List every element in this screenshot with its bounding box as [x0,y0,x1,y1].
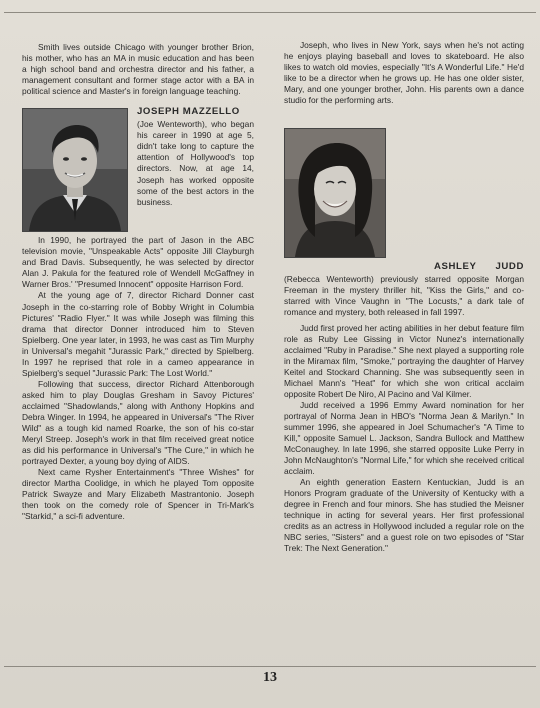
joseph-mazzello-name: JOSEPH MAZZELLO [137,106,240,118]
right-column [284,40,524,555]
woman-portrait-icon [285,129,385,257]
ashley-bio-lead: (Rebecca Wenteworth) previously starred opposite Morgan Freeman in the mystery thriller hit, "Kiss the Girls," and co-starred with Vince Vaughn in "The Locusts," a dark tale of romance and mystery, both released in fall 1997. [284,274,524,318]
ashley-judd-bio [284,114,524,318]
page-number: 13 [263,670,277,685]
joseph-paragraph-2: At the young age of 7, director Richard Donner cast Joseph in the co-starring role of Bobby Wright in Columbia Pictures' "Radio Flyer." It was while Joseph was filming this drama that director Donner introduced him to Steven Spielberg. One year later, in 1993, he was cast as Tim Murphy in Universal's megahit "Jurassic Park," directed by Spielberg. In 1997 he reprised that role in a cameo appearance in Spielberg's sequel "Jurassic Park: The Lost World." [22,290,254,378]
joseph-paragraph-1: In 1990, he portrayed the part of Jason in the ABC television movie, "Unspeakable Acts" opposite Jill Clayburgh and Brad Davis. Subsequently, he was selected by director Alan J. Pakula for the featured role of Wendell McGaffney in Warner Bros.' "Presumed Innocent" opposite Harrison Ford. [22,235,254,290]
ashley-judd-first-name: ASHLEY [434,261,477,273]
joseph-paragraph-4: Next came Rysher Entertainment's "Three Wishes" for director Martha Coolidge, in which he played Tom opposite Patrick Swayze and Mary Elizabeth Mastrantonio. Joseph then took on the comedy role of Spencer in Tri-Mark's "Starkid," a sci-fi adventure. [22,467,254,522]
joseph-bio-lead: (Joe Wenteworth), who began his career in 1990 at age 5, didn't take long to capture the attention of Hollywood's top directors. Now, at age 14, Joseph has worked opposite some of the best actors in the business. [137,119,254,207]
joseph-paragraph-3: Following that success, director Richard Attenborough asked him to play Douglas Gresham in Savoy Pictures' acclaimed "Shadowlands," along with Anthony Hopkins and Debra Winger. In 1994, he appeared in Universal's "The River Wild" as a tough kid named Roarke, the son of his co-star Meryl Streep. Joseph's work in that film received great notice as did his performance in Universal's "The Cure," in which he portrayed Dexter, a young boy dying of AIDS. [22,378,254,467]
right-intro-paragraph: Joseph, who lives in New York, says when he's not acting he enjoys playing baseball and loves to skateboard. He also likes to watch old movies, especially "It's A Wonderful Life." He'd like to be a director when he grows up. He has one older sister, Mary, and one younger brother, John. His parents own a dance studio for the performing arts. [284,40,524,106]
left-intro-paragraph: Smith lives outside Chicago with younger brother Brion, his mother, who has an MA in music education and has been a high school band and orchestra director and his father, a management consultant and former stage actor with a BA in political science and Master's in foreign language teaching. [22,42,254,97]
joseph-mazzello-bio [22,105,254,235]
ashley-paragraph-2: Judd received a 1996 Emmy Award nomination for her portrayal of Norma Jean in HBO's "Norma Jean & Marilyn." In summer 1996, she appeared in Joel Schumacher's "A Time to Kill," opposite Samuel L. Jackson, Sandra Bullock and Matthew McConaughey. In late 1996, she starred opposite Luke Perry in John McNaughton's "Normal Life," for which she received critical acclaim. [284,399,524,477]
boy-portrait-icon [23,109,127,231]
ashley-judd-name [284,261,524,272]
left-column [22,42,254,522]
ashley-paragraph-1: Judd first proved her acting abilities in her debut feature film role as Ruby Lee Gissing in Victor Nunez's internationally acclaimed "Ruby in Paradise." She next played a supporting role in the Miramax film, "Smoke," portraying the daughter of Harvey Keitel and Stockard Channing. She was subsequently seen in Michael Mann's "Heat" for which she won critical acclaim opposite Robert De Niro, Al Pacino and Val Kilmer. [284,322,524,399]
ashley-paragraph-3: An eighth generation Eastern Kentuckian, Judd is an Honors Program graduate of the University of Kentucky with a degree in French and four minors. She has studied the Meisner technique in acting for several years. Her first professional credits as an actress in Hollywood included a regular role on the NBC series, "Sisters" and a guest role on two episodes of "Star Trek: The Next Generation." [284,477,524,554]
ashley-judd-last-name: JUDD [495,261,524,273]
boy-portrait-photo [22,108,128,232]
top-rule [4,12,536,13]
woman-portrait-photo [284,128,386,258]
bottom-rule [4,666,536,667]
